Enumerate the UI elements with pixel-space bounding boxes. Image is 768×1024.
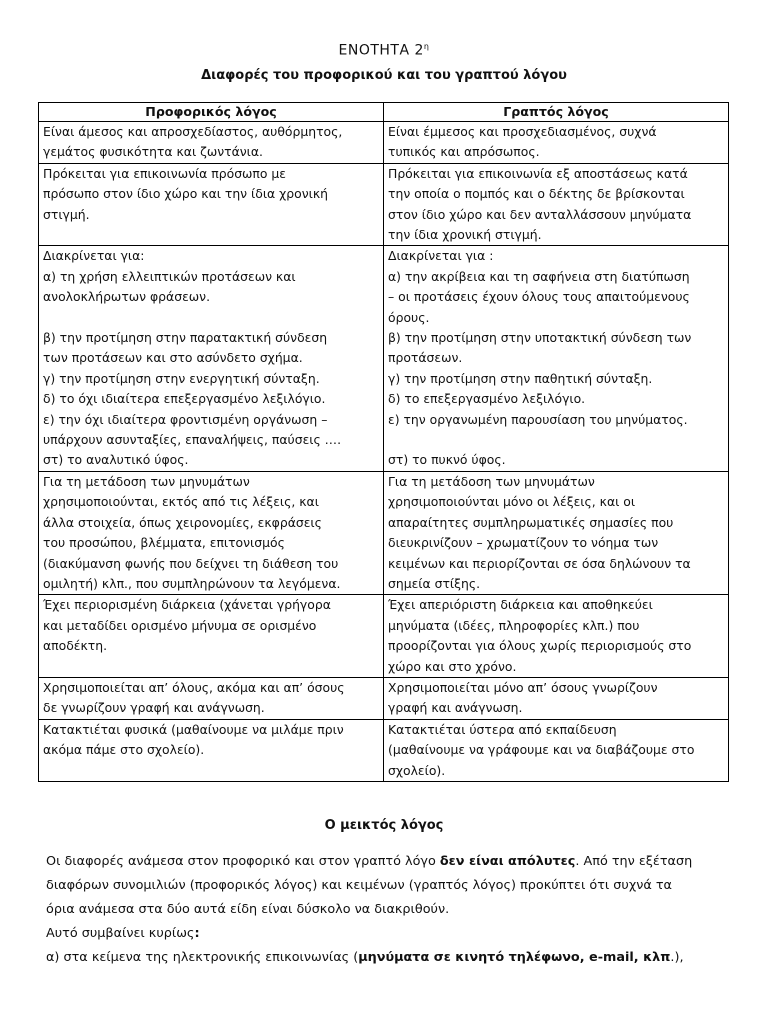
cell-line: Διακρίνεται για: <box>43 248 145 264</box>
cell-line: κειμένων και περιορίζονται σε όσα δηλώνουν τα <box>388 555 691 571</box>
paragraph-line <box>46 922 736 946</box>
cell-oral <box>39 246 384 471</box>
cell-line: προορίζονται για όλους χωρίς περιορισμούς στο <box>388 638 692 654</box>
cell-written <box>384 246 729 471</box>
cell-written <box>384 471 729 594</box>
comparison-table <box>38 102 729 782</box>
cell-line: όρους. <box>388 309 430 325</box>
cell-line: γραφή και ανάγνωση. <box>388 700 523 716</box>
table-row <box>39 719 729 781</box>
cell-line: Είναι έμμεσος και προσχεδιασμένος, συχνά <box>388 124 657 139</box>
text-run: . Από την εξέταση <box>575 854 693 869</box>
bold-text-run: μηνύματα σε κινητό τηλέφωνο, e-mail, κλπ <box>358 950 671 965</box>
page-title <box>0 42 768 59</box>
column-header-written: Γραπτός λόγος <box>384 103 729 122</box>
section-title: Ο μεικτός λόγος <box>324 818 444 833</box>
table-row <box>39 677 729 719</box>
table-row <box>39 471 729 594</box>
cell-line: χρησιμοποιούνται μόνο οι λέξεις, και οι <box>388 494 636 510</box>
table-row <box>39 163 729 246</box>
table-row <box>39 122 729 164</box>
cell-oral <box>39 677 384 719</box>
cell-line: ανολοκλήρωτων φράσεων. <box>43 289 211 305</box>
cell-line: στ) το πυκνό ύφος. <box>388 452 506 468</box>
text-run: Αυτό συμβαίνει κυρίως <box>46 926 195 941</box>
cell-line: α) τη χρήση ελλειπτικών προτάσεων και <box>43 268 296 284</box>
cell-line: δε γνωρίζουν γραφή και ανάγνωση. <box>43 700 265 716</box>
cell-oral <box>39 719 384 781</box>
cell-oral <box>39 122 384 164</box>
cell-line: απαραίτητες συμπληρωματικές σημασίες που <box>388 514 674 530</box>
cell-line: σχολείο). <box>388 762 446 778</box>
cell-line: ομιλητή) κλπ., που συμπληρώνουν τα λεγόμενα. <box>43 575 341 591</box>
text-run: α) στα κείμενα της ηλεκτρονικής επικοινωνίας ( <box>46 950 359 965</box>
cell-line: δ) το όχι ιδιαίτερα επεξεργασμένο λεξιλόγιο. <box>43 391 326 407</box>
cell-line: δ) το επεξεργασμένο λεξιλόγιο. <box>388 391 586 407</box>
cell-line: στον ίδιο χώρο και δεν ανταλλάσσουν μηνύματα <box>388 206 692 222</box>
table-body <box>39 122 729 782</box>
cell-line: την οποία ο πομπός και ο δέκτης δε βρίσκονται <box>388 186 685 202</box>
table-row <box>39 595 729 678</box>
page-title-superscript: η <box>423 42 430 51</box>
paragraph-line: διαφόρων συνομιλιών (προφορικός λόγος) και κειμένων (γραπτός λόγος) προκύπτει ότι συχνά τα <box>46 878 672 893</box>
cell-line: Έχει περιορισμένη διάρκεια (χάνεται γρήγορα <box>43 597 331 613</box>
cell-written <box>384 677 729 719</box>
cell-line: Διακρίνεται για : <box>388 248 494 264</box>
cell-line: Χρησιμοποιείται μόνο απ’ όσους γνωρίζουν <box>388 679 658 695</box>
bold-text-run: : <box>194 926 200 941</box>
cell-line: προτάσεων. <box>388 350 463 366</box>
page-subtitle: Διαφορές του προφορικού και του γραπτού λόγου <box>201 68 567 83</box>
cell-written <box>384 122 729 164</box>
cell-line: υπάρχουν ασυνταξίες, επαναλήψεις, παύσεις …. <box>43 432 342 448</box>
cell-line: ε) την όχι ιδιαίτερα φροντισμένη οργάνωση – <box>43 411 328 427</box>
cell-line: χώρο και στο χρόνο. <box>388 658 517 674</box>
cell-line: γεμάτος φυσικότητα και ζωντάνια. <box>43 144 263 160</box>
cell-line: αποδέκτη. <box>43 638 108 654</box>
cell-line: β) την προτίμηση στην παρατακτική σύνδεση <box>43 330 328 346</box>
cell-oral <box>39 595 384 678</box>
cell-line: Για τη μετάδοση των μηνυμάτων <box>43 473 250 489</box>
paragraph-line <box>46 850 736 874</box>
cell-line: σημεία στίξης. <box>388 575 481 591</box>
cell-line: ακόμα πάμε στο σχολείο). <box>43 742 205 758</box>
table-row <box>39 246 729 471</box>
cell-line: α) την ακρίβεια και τη σαφήνεια στη διατύπωση <box>388 268 690 284</box>
cell-line: Έχει απεριόριστη διάρκεια και αποθηκεύει <box>388 597 653 613</box>
section-paragraph <box>46 850 736 970</box>
cell-line: πρόσωπο στον ίδιο χώρο και την ίδια χρονική <box>43 186 328 202</box>
cell-line: των προτάσεων και στο ασύνδετο σχήμα. <box>43 350 303 366</box>
cell-line: Κατακτιέται φυσικά (μαθαίνουμε να μιλάμε πριν <box>43 721 344 737</box>
paragraph-line <box>46 946 736 970</box>
cell-line <box>388 430 724 450</box>
cell-written <box>384 163 729 246</box>
bold-text-run: δεν είναι απόλυτες <box>439 854 576 869</box>
cell-line: ε) την οργανωμένη παρουσίαση του μηνύματος. <box>388 411 688 427</box>
text-run: Οι διαφορές ανάμεσα στον προφορικό και στον γραπτό λόγο <box>46 854 440 869</box>
cell-line: (διακύμανση φωνής που δείχνει τη διάθεση του <box>43 555 339 571</box>
cell-line: χρησιμοποιούνται, εκτός από τις λέξεις, και <box>43 494 319 510</box>
cell-line: Κατακτιέται ύστερα από εκπαίδευση <box>388 721 617 737</box>
cell-line: διευκρινίζουν – χρωματίζουν το νόημα των <box>388 535 659 551</box>
cell-line: και μεταδίδει ορισμένο μήνυμα σε ορισμένο <box>43 617 317 633</box>
cell-line: Πρόκειται για επικοινωνία πρόσωπο με <box>43 165 286 181</box>
cell-line: στιγμή. <box>43 206 90 222</box>
cell-line: γ) την προτίμηση στην παθητική σύνταξη. <box>388 370 653 386</box>
cell-line: στ) το αναλυτικό ύφος. <box>43 452 189 468</box>
cell-line: μηνύματα (ιδέες, πληροφορίες κλπ.) που <box>388 617 640 633</box>
cell-written <box>384 595 729 678</box>
cell-line: – οι προτάσεις έχουν όλους τους απαιτούμενους <box>388 289 690 305</box>
cell-line: (μαθαίνουμε να γράφουμε και να διαβάζουμε στο <box>388 742 695 758</box>
cell-line: Πρόκειται για επικοινωνία εξ αποστάσεως κατά <box>388 165 688 181</box>
cell-line: γ) την προτίμηση στην ενεργητική σύνταξη. <box>43 370 320 386</box>
column-header-oral: Προφορικός λόγος <box>39 103 384 122</box>
cell-line: άλλα στοιχεία, όπως χειρονομίες, εκφράσεις <box>43 514 322 530</box>
cell-written <box>384 719 729 781</box>
cell-line: β) την προτίμηση στην υποτακτική σύνδεση των <box>388 330 692 346</box>
cell-oral <box>39 163 384 246</box>
cell-line: Είναι άμεσος και απροσχεδίαστος, αυθόρμητος, <box>43 124 343 139</box>
cell-line: του προσώπου, βλέμματα, επιτονισμός <box>43 535 285 551</box>
cell-line: Για τη μετάδοση των μηνυμάτων <box>388 473 595 489</box>
cell-line: Χρησιμοποιείται απ’ όλους, ακόμα και απ’ όσους <box>43 679 345 695</box>
paragraph-line: όρια ανάμεσα στα δύο αυτά είδη είναι δύσκολο να διακριθούν. <box>46 902 450 917</box>
page-title-text: ΕΝΟΤΗΤΑ 2 <box>338 42 424 59</box>
cell-line: την ίδια χρονική στιγμή. <box>388 227 542 243</box>
cell-line <box>43 308 379 328</box>
table-header-row <box>39 103 729 122</box>
text-run: .), <box>670 950 684 965</box>
cell-line: τυπικός και απρόσωπος. <box>388 144 540 160</box>
cell-oral <box>39 471 384 594</box>
